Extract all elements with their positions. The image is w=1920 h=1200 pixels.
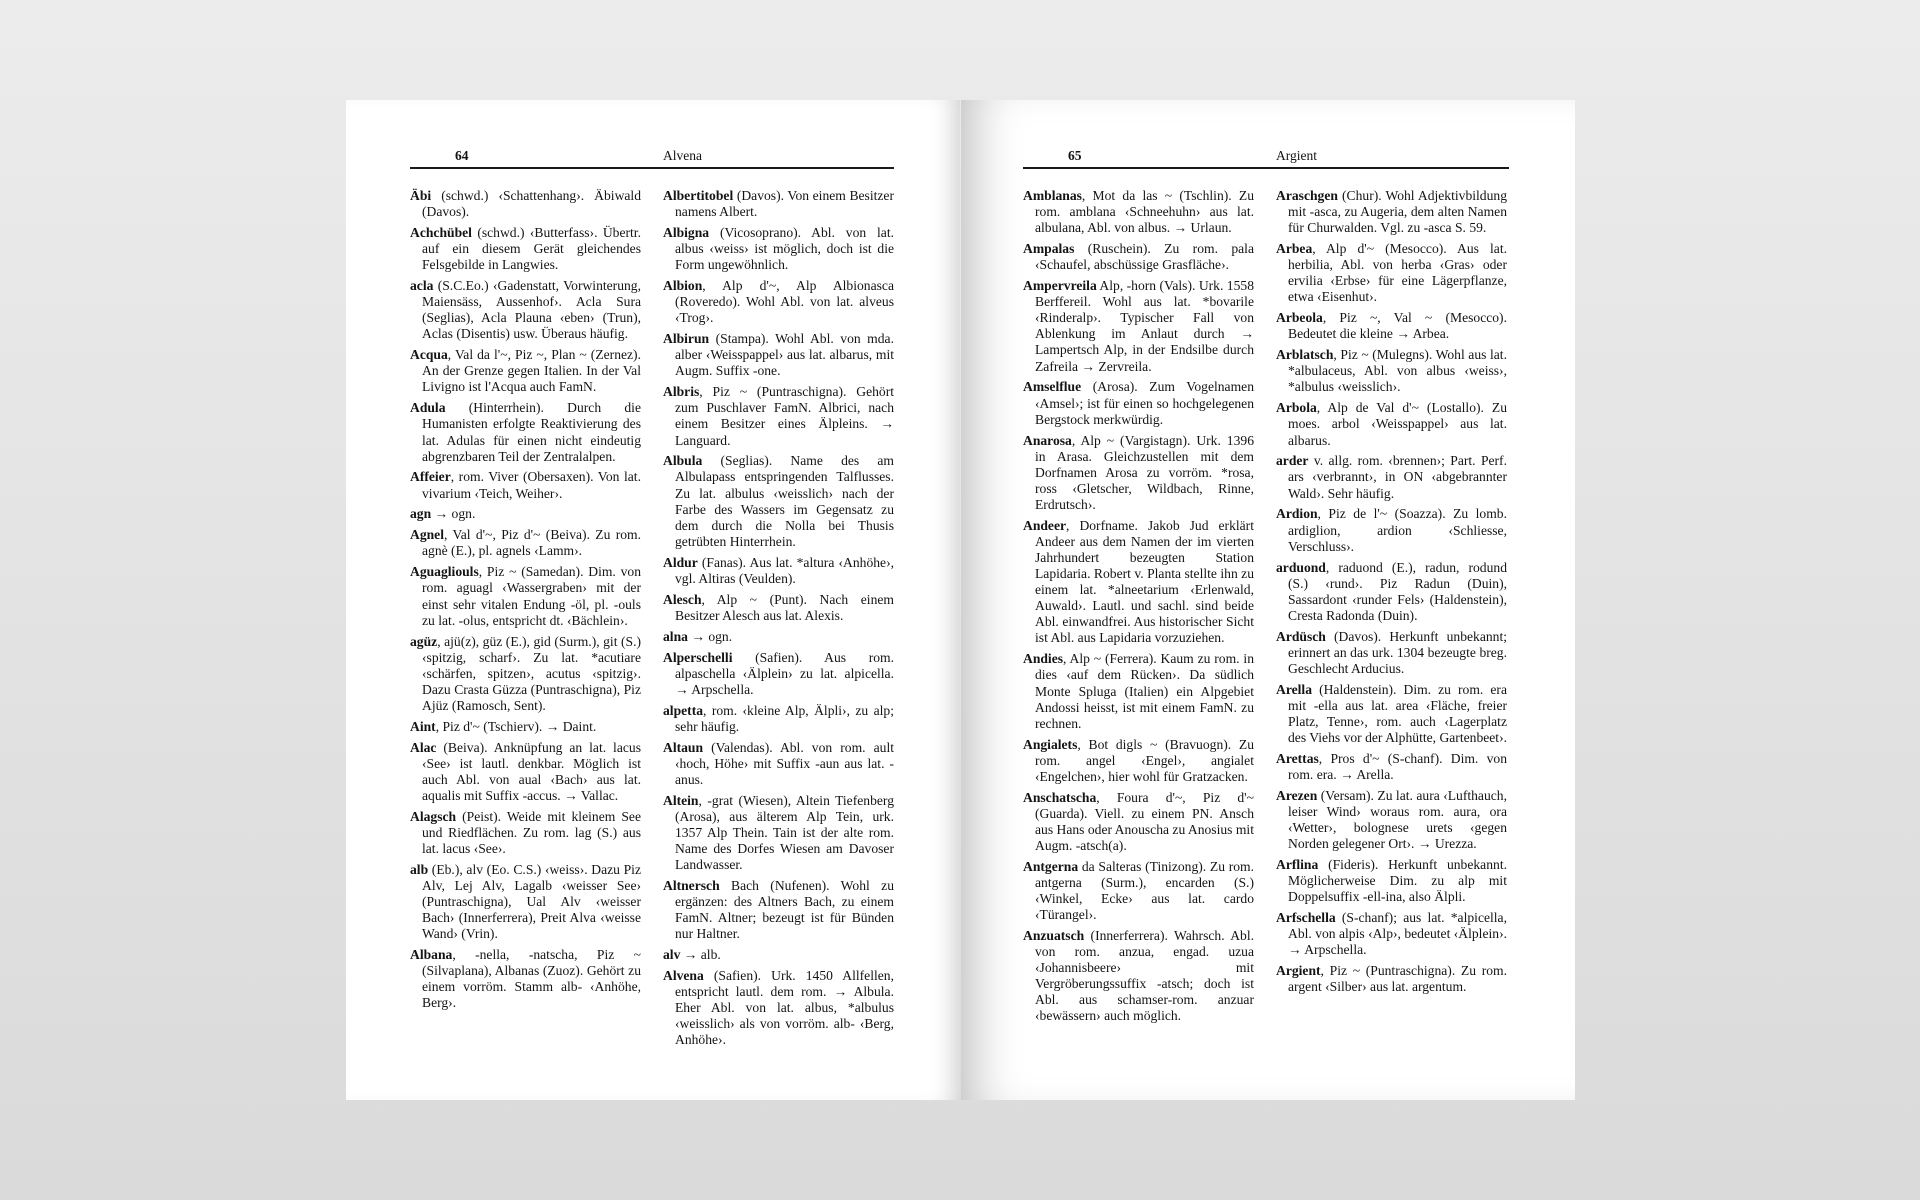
- entry-lemma: Albula: [663, 453, 703, 469]
- entry-text: (Davos). Von einem Besitzer namens Albert.: [675, 188, 894, 220]
- entry-lemma: arder: [1276, 453, 1309, 469]
- dictionary-entry: [1276, 400, 1507, 448]
- entry-lemma: Antgerna: [1023, 858, 1079, 874]
- entry-text: (Stampa). Wohl Abl. von mda. alber ‹Weisspappel› aus lat. albarus, mit Augm. Suffix -one.: [675, 331, 894, 379]
- entry-lemma: arduond: [1276, 559, 1326, 575]
- entry-text: , -grat (Wiesen), Altein Tiefenberg (Arosa), aus älterem Alp Tein, urk. 1357 Alp Thein. Tain ist der alte rom. Name des Dorfes Wiesen am Davoser Landwasser.: [675, 792, 894, 873]
- dictionary-entry: [663, 555, 894, 587]
- dictionary-entry: [1023, 278, 1254, 375]
- entry-lemma: alpetta: [663, 702, 704, 718]
- entry-lemma: alna: [663, 628, 688, 644]
- entry-lemma: Ardion: [1276, 506, 1318, 522]
- entry-text: (Hinterrhein). Durch die Humanisten erfolgte Reaktivierung des lat. Adulas für einen nicht eindeutig abgrenzbaren Teil der Zentralalpen.: [422, 400, 641, 464]
- entry-text: , Piz ~ (Puntraschigna). Gehört zum Puschlaver FamN. Albrici, nach einem Besitzer eines Älpleins. → Languard.: [675, 384, 894, 448]
- entry-text: , Alp de Val d'~ (Lostallo). Zu moes. arbol ‹Weisspappel› aus lat. albarus.: [1288, 400, 1507, 448]
- entry-lemma: Alvena: [663, 968, 704, 984]
- entry-lemma: Albertitobel: [663, 188, 734, 203]
- dictionary-entry: [410, 947, 641, 1011]
- entry-lemma: Alperschelli: [663, 649, 733, 665]
- dictionary-entry: [410, 809, 641, 857]
- dictionary-entry: [663, 968, 894, 1048]
- entry-lemma: Arfschella: [1276, 910, 1336, 926]
- dictionary-entry: [1276, 453, 1507, 501]
- entry-text: , ajü(z), güz (E.), gid (Surm.), git (S.) ‹spitzig, scharf›. Zu lat. *acutiare ‹schärfen, spitzen›, acutus ‹spitzig›. Dazu Crasta Güzza (Puntraschigna), Piz Ajüz (Ramosch, Sent).: [422, 633, 641, 713]
- dictionary-entry: [663, 453, 894, 550]
- dictionary-entry: [410, 506, 641, 522]
- entry-text: (S-chanf); aus lat. *alpicella, Abl. von alpis ‹Alp›, bedeutet ‹Älplein›. → Arpschella.: [1288, 910, 1507, 958]
- dictionary-entry: [1276, 629, 1507, 677]
- entry-lemma: Arbola: [1276, 400, 1317, 416]
- entry-text: v. allg. rom. ‹brennen›; Part. Perf. ars ‹verbrannt›, in ON ‹abgebrannter Wald›. Sehr häufig.: [1288, 453, 1507, 501]
- dictionary-entry: [1023, 928, 1254, 1025]
- column: [1276, 188, 1507, 1048]
- dictionary-entry: [663, 650, 894, 698]
- dictionary-entry: [410, 719, 641, 735]
- dictionary-entry: [1276, 188, 1507, 236]
- entry-lemma: Äbi: [410, 188, 432, 203]
- entry-lemma: agüz: [410, 633, 438, 649]
- dictionary-entry: [1276, 910, 1507, 958]
- entry-lemma: Angialets: [1023, 736, 1078, 752]
- entry-lemma: Amselflue: [1023, 379, 1082, 395]
- dictionary-entry: [410, 225, 641, 273]
- entry-text: (Innerferrera). Wahrsch. Abl. von rom. anzua, engad. uzua ‹Johannisbeere› mit Vergröberungssuffix -atsch; doch ist Abl. aus schamser-rom. anzuar ‹bewässern› auch möglich.: [1035, 928, 1254, 1024]
- entry-text: (Valendas). Abl. von rom. ault ‹hoch, Höhe› mit Suffix -aun aus lat. -anus.: [675, 739, 894, 787]
- entry-text: (Fideris). Herkunft unbekannt. Möglicherweise Dim. zu alp mit Doppelsuffix -ell-ina, also Älpli.: [1288, 857, 1507, 905]
- entry-lemma: Altnersch: [663, 878, 720, 894]
- entry-lemma: Acqua: [410, 347, 448, 363]
- entry-text: (S.C.Eo.) ‹Gadenstatt, Vorwinterung, Maiensäss, Aussenhof›. Acla Sura (Seglias), Acla Plauna ‹eben› (Trun), Aclas (Disentis) usw. Überaus häufig.: [422, 278, 641, 342]
- dictionary-entry: [1023, 241, 1254, 273]
- dictionary-entry: [663, 947, 894, 963]
- entry-lemma: Anarosa: [1023, 432, 1072, 448]
- dictionary-entry: [663, 225, 894, 273]
- entry-text: , rom. ‹kleine Alp, Älpli›, zu alp; sehr häufig.: [675, 702, 894, 734]
- dictionary-entry: [663, 278, 894, 326]
- entry-lemma: Albana: [410, 947, 453, 963]
- entry-lemma: Anzuatsch: [1023, 928, 1085, 943]
- entry-text: , Alp ~ (Ferrera). Kaum zu rom. in dies ‹auf dem Rücken›. Da südlich Monte Spluga (Italien) ein Alpgebiet Andossi heisst, ist mit einem FamN. zu rechnen.: [1035, 651, 1254, 731]
- entry-lemma: Agnel: [410, 527, 444, 543]
- dictionary-entry: [410, 188, 641, 220]
- dictionary-entry: [1023, 379, 1254, 427]
- entry-text: (Davos). Herkunft unbekannt; erinnert an das urk. 1304 bezeugte breg. Geschlecht Arducius.: [1288, 628, 1507, 676]
- entry-text: → alb.: [680, 947, 721, 963]
- column: [663, 188, 894, 1048]
- dictionary-entry: [1276, 751, 1507, 783]
- entry-text: (Chur). Wohl Adjektivbildung mit -asca, zu Augeria, dem alten Namen für Churwalden. Vgl. zu -asca S. 59.: [1288, 188, 1507, 236]
- entry-lemma: Achchübel: [410, 224, 472, 240]
- dictionary-entry: [410, 740, 641, 804]
- entry-text: (Safien). Urk. 1450 Allfellen, entspricht lautl. dem rom. → Albula. Eher Abl. von lat. albus, *albulus ‹weisslich› als von vorröm. alb- ‹Berg, Anhöhe›.: [675, 968, 894, 1048]
- dictionary-entry: [410, 634, 641, 714]
- entry-lemma: Arella: [1276, 681, 1312, 697]
- running-head: Argient: [1276, 148, 1317, 163]
- dictionary-entry: [663, 878, 894, 942]
- dictionary-entry: [1276, 560, 1507, 624]
- dictionary-entry: [1276, 682, 1507, 746]
- entry-text: , -nella, -natscha, Piz ~ (Silvaplana), Albanas (Zuoz). Gehört zu einem vorröm. Stamm alb- ‹Anhöhe, Berg›.: [422, 947, 641, 1011]
- column: [1023, 188, 1254, 1048]
- dictionary-entry: [1276, 506, 1507, 554]
- dictionary-entry: [663, 740, 894, 788]
- entry-text: , Pros d'~ (S-chanf). Dim. von rom. era. → Arella.: [1288, 750, 1507, 783]
- entry-text: (Vicosoprano). Abl. von lat. albus ‹weiss› ist möglich, doch ist die Form ungewöhnlich.: [675, 224, 894, 273]
- entry-text: , Piz ~ (Puntraschigna). Zu rom. argent ‹Silber› aus lat. argentum.: [1288, 963, 1507, 995]
- left-page-header: [410, 147, 894, 169]
- dictionary-entry: [1276, 857, 1507, 905]
- entry-text: (Haldenstein). Dim. zu rom. era mit -ella aus lat. area ‹Fläche, freier Platz, Tenne›, rom. auch ‹Lagerplatz des Viehs vor der Alphütte, Gartenbeet›.: [1288, 681, 1507, 746]
- dictionary-entry: [1276, 310, 1507, 342]
- entry-text: , Alp d'~ (Mesocco). Aus lat. herbilia, Abl. von herba ‹Gras› oder ervilia ‹Erbse› für eine Lägerpflanze, etwa ‹Eisenhut›.: [1288, 241, 1507, 305]
- dictionary-entry: [1276, 788, 1507, 852]
- entry-lemma: Alesch: [663, 591, 702, 607]
- entry-lemma: Albris: [663, 384, 700, 400]
- entry-text: (schwd.) ‹Schattenhang›. Äbiwald (Davos).: [422, 188, 641, 220]
- entry-text: , Bot digls ~ (Bravuogn). Zu rom. angel ‹Engel›, angialet ‹Engelchen›, hier wohl für Gratzacken.: [1035, 736, 1254, 784]
- entry-lemma: Ampalas: [1023, 241, 1075, 257]
- entry-text: (Beiva). Anknüpfung an lat. lacus ‹See› ist lautl. denkbar. Möglich ist auch Abl. von aual ‹Bach› aus lat. aqualis mit Suffix -accus. → Vallac.: [422, 739, 641, 803]
- entry-text: , Piz ~ (Mulegns). Wohl aus lat. *albulaceus, Abl. von albus ‹weiss›, *albulus ‹weisslich›.: [1288, 347, 1507, 395]
- page-number: 65: [1068, 148, 1082, 163]
- entry-text: , Alp ~ (Vargistagn). Urk. 1396 in Arasa. Gleichzustellen mit dem Dorfnamen Arosa zu vorröm. *rosa, ross ‹Gletscher, Wildbach, Rinne, Erdrutsch›.: [1035, 432, 1254, 512]
- entry-text: , Val d'~, Piz d'~ (Beiva). Zu rom. agnè (E.), pl. agnels ‹Lamm›.: [422, 527, 641, 559]
- entry-lemma: Alac: [410, 739, 437, 755]
- entry-lemma: Aint: [410, 718, 436, 734]
- entry-text: , Foura d'~, Piz d'~ (Guarda). Viell. zu einem PN. Ansch aus Hans oder Anouscha zu Anosius mit Augm. -atsch(a).: [1035, 789, 1254, 853]
- dictionary-entry: [410, 527, 641, 559]
- entry-lemma: Andies: [1023, 651, 1064, 667]
- right-page-header: [1023, 147, 1509, 169]
- dictionary-entry: [663, 384, 894, 448]
- entry-text: → ogn.: [687, 628, 733, 644]
- left-page: [346, 100, 960, 1100]
- entry-lemma: Arbea: [1276, 241, 1313, 257]
- entry-lemma: Alagsch: [410, 808, 457, 824]
- entry-lemma: Ampervreila: [1023, 278, 1097, 294]
- dictionary-entry: [1276, 241, 1507, 305]
- column: [410, 188, 641, 1048]
- entry-lemma: Aldur: [663, 554, 698, 570]
- dictionary-entry: [410, 564, 641, 628]
- entry-text: , Piz ~, Val ~ (Mesocco). Bedeutet die kleine → Arbea.: [1288, 310, 1507, 342]
- entry-text: , rom. Viver (Obersaxen). Von lat. vivarium ‹Teich, Weiher›.: [422, 469, 641, 501]
- dictionary-entry: [663, 188, 894, 220]
- entry-text: (Arosa). Zum Vogelnamen ‹Amsel›; ist für einen so hochgelegenen Bergstock merkwürdig.: [1035, 379, 1254, 427]
- right-page: [961, 100, 1575, 1100]
- entry-lemma: Andeer: [1023, 517, 1067, 533]
- entry-text: (Versam). Zu lat. aura ‹Lufthauch, leiser Wind› woraus rom. aura, ora ‹Wetter›, bolognese urets ‹gegen Norden gelegener Ort›. → Urezza.: [1288, 787, 1507, 852]
- entry-text: (Fanas). Aus lat. *altura ‹Anhöhe›, vgl. Altiras (Veulden).: [675, 554, 894, 586]
- dictionary-entry: [1023, 651, 1254, 731]
- entry-text: , Piz d'~ (Tschierv). → Daint.: [435, 718, 597, 734]
- dictionary-entry: [1023, 790, 1254, 854]
- entry-lemma: Arblatsch: [1276, 347, 1334, 363]
- dictionary-entry: [1023, 518, 1254, 647]
- entry-lemma: Albion: [663, 278, 703, 294]
- entry-text: (Eb.), alv (Eo. C.S.) ‹weiss›. Dazu Piz Alv, Lej Alv, Lagalb ‹weisser See› (Puntraschigna), Ual Alv ‹weisser Bach› (Innerferrera), Preit Alva ‹weisse Wand› (Vrin).: [422, 861, 641, 942]
- dictionary-entry: [1023, 737, 1254, 785]
- entry-lemma: Ardüsch: [1276, 628, 1326, 644]
- entry-text: , Piz de l'~ (Soazza). Zu lomb. ardiglion, ardion ‹Schliesse, Verschluss›.: [1288, 506, 1507, 554]
- entry-lemma: Aguagliouls: [410, 564, 479, 580]
- entry-text: (schwd.) ‹Butterfass›. Übertr. auf ein diesem Gerät gleichendes Felsgebilde in Langwies.: [422, 224, 641, 273]
- dictionary-entry: [663, 592, 894, 624]
- entry-lemma: alv: [663, 947, 681, 963]
- entry-text: , Mot da las ~ (Tschlin). Zu rom. amblana ‹Schneehuhn› aus lat. albulana, Abl. von albus. → Urlaun.: [1035, 188, 1254, 236]
- entry-text: (Peist). Weide mit kleinem See und Riedflächen. Zu rom. lag (S.) aus lat. lacus ‹See›.: [422, 808, 641, 857]
- entry-lemma: Albirun: [663, 331, 710, 347]
- entry-text: , Alp d'~, Alp Albionasca (Roveredo). Wohl Abl. von lat. alveus ‹Trog›.: [675, 278, 894, 326]
- entry-text: , Val da l'~, Piz ~, Plan ~ (Zernez). An der Grenze gegen Italien. In der Val Livigno ist l'Acqua auch FamN.: [422, 347, 641, 395]
- dictionary-entry: [1276, 963, 1507, 995]
- entry-lemma: Anschatscha: [1023, 789, 1097, 805]
- dictionary-entry: [663, 629, 894, 645]
- dictionary-entry: [410, 278, 641, 342]
- entry-lemma: acla: [410, 278, 434, 294]
- entry-lemma: Altaun: [663, 739, 704, 755]
- entry-lemma: Affeier: [410, 469, 451, 485]
- entry-lemma: agn: [410, 506, 432, 522]
- dictionary-entry: [410, 862, 641, 942]
- entry-text: , raduond (E.), radun, rodund (S.) ‹rund›. Piz Radun (Duin), Sassardont ‹runder Fels› (Haldenstein), Cresta Radonda (Duin).: [1288, 559, 1507, 623]
- entry-text: , Dorfname. Jakob Jud erklärt Andeer aus dem Namen der im vierten Jahrhundert bezeugten Station Lapidaria. Robert v. Planta stellte ihn zu einem lat. *alneetarium ‹Erlenwald, Auwald›. Lautl. und sachl. sind beide Abl. einwandfrei. Aus historischer Sicht ist Abl. aus Lapidaria vorzuziehen.: [1035, 517, 1254, 646]
- dictionary-entry: [1023, 859, 1254, 923]
- dictionary-entry: [410, 347, 641, 395]
- dictionary-entry: [1276, 347, 1507, 395]
- entry-text: Alp, -horn (Vals). Urk. 1558 Berffereil. Wohl aus lat. *bovarile ‹Rinderalp›. Typischer Fall von Ablenkung im Anlaut durch → Lampertsch Alp, in der Endsilbe durch Zafreila → Zervreila.: [1035, 278, 1254, 374]
- running-head: Alvena: [663, 148, 702, 163]
- dictionary-entry: [410, 400, 641, 464]
- entry-lemma: Albigna: [663, 224, 710, 240]
- entry-lemma: Araschgen: [1276, 188, 1338, 203]
- entry-text: → ogn.: [431, 506, 476, 522]
- dictionary-entry: [663, 331, 894, 379]
- dictionary-entry: [410, 469, 641, 501]
- entry-lemma: Arbeola: [1276, 310, 1323, 326]
- entry-lemma: Altein: [663, 792, 699, 808]
- entry-lemma: Adula: [410, 400, 446, 416]
- entry-text: (Seglias). Name des am Albulapass entspringenden Talflusses. Zu lat. albulus ‹weisslich› nach der Farbe des Wassers im Gegensatz zu dem durch die Nolla bei Thusis getrübten Hinterrhein.: [675, 453, 894, 549]
- page-number: 64: [455, 148, 469, 163]
- entry-text: , Piz ~ (Samedan). Dim. von rom. aguagl ‹Wassergraben› mit der einst sehr vitalen Endung -öl, pl. -ouls zu lat. -olus, entspricht dt. ‹Bächlein›.: [422, 564, 641, 628]
- entry-text: (Safien). Aus rom. alpaschella ‹Älplein› zu lat. alpicella. → Arpschella.: [675, 649, 894, 697]
- entry-lemma: Arezen: [1276, 787, 1318, 803]
- entry-text: da Salteras (Tinizong). Zu rom. antgerna (Surm.), encarden (S.) ‹Winkel, Ecke› aus lat. cardo ‹Türangel›.: [1035, 858, 1254, 923]
- dictionary-entry: [663, 793, 894, 873]
- entry-text: , Alp ~ (Punt). Nach einem Besitzer Alesch aus lat. Alexis.: [675, 591, 894, 623]
- entry-lemma: Argient: [1276, 963, 1321, 979]
- entry-lemma: alb: [410, 861, 429, 877]
- entry-lemma: Arettas: [1276, 750, 1319, 766]
- entry-lemma: Amblanas: [1023, 188, 1082, 203]
- entry-text: Bach (Nufenen). Wohl zu ergänzen: des Altners Bach, zu einem FamN. Altner; bezeugt ist für Bünden nur Haltner.: [675, 878, 894, 942]
- entry-lemma: Arflina: [1276, 857, 1319, 873]
- dictionary-entry: [663, 703, 894, 735]
- dictionary-entry: [1023, 188, 1254, 236]
- dictionary-entry: [1023, 433, 1254, 513]
- entry-text: (Ruschein). Zu rom. pala ‹Schaufel, abschüssige Grasfläche›.: [1035, 241, 1254, 273]
